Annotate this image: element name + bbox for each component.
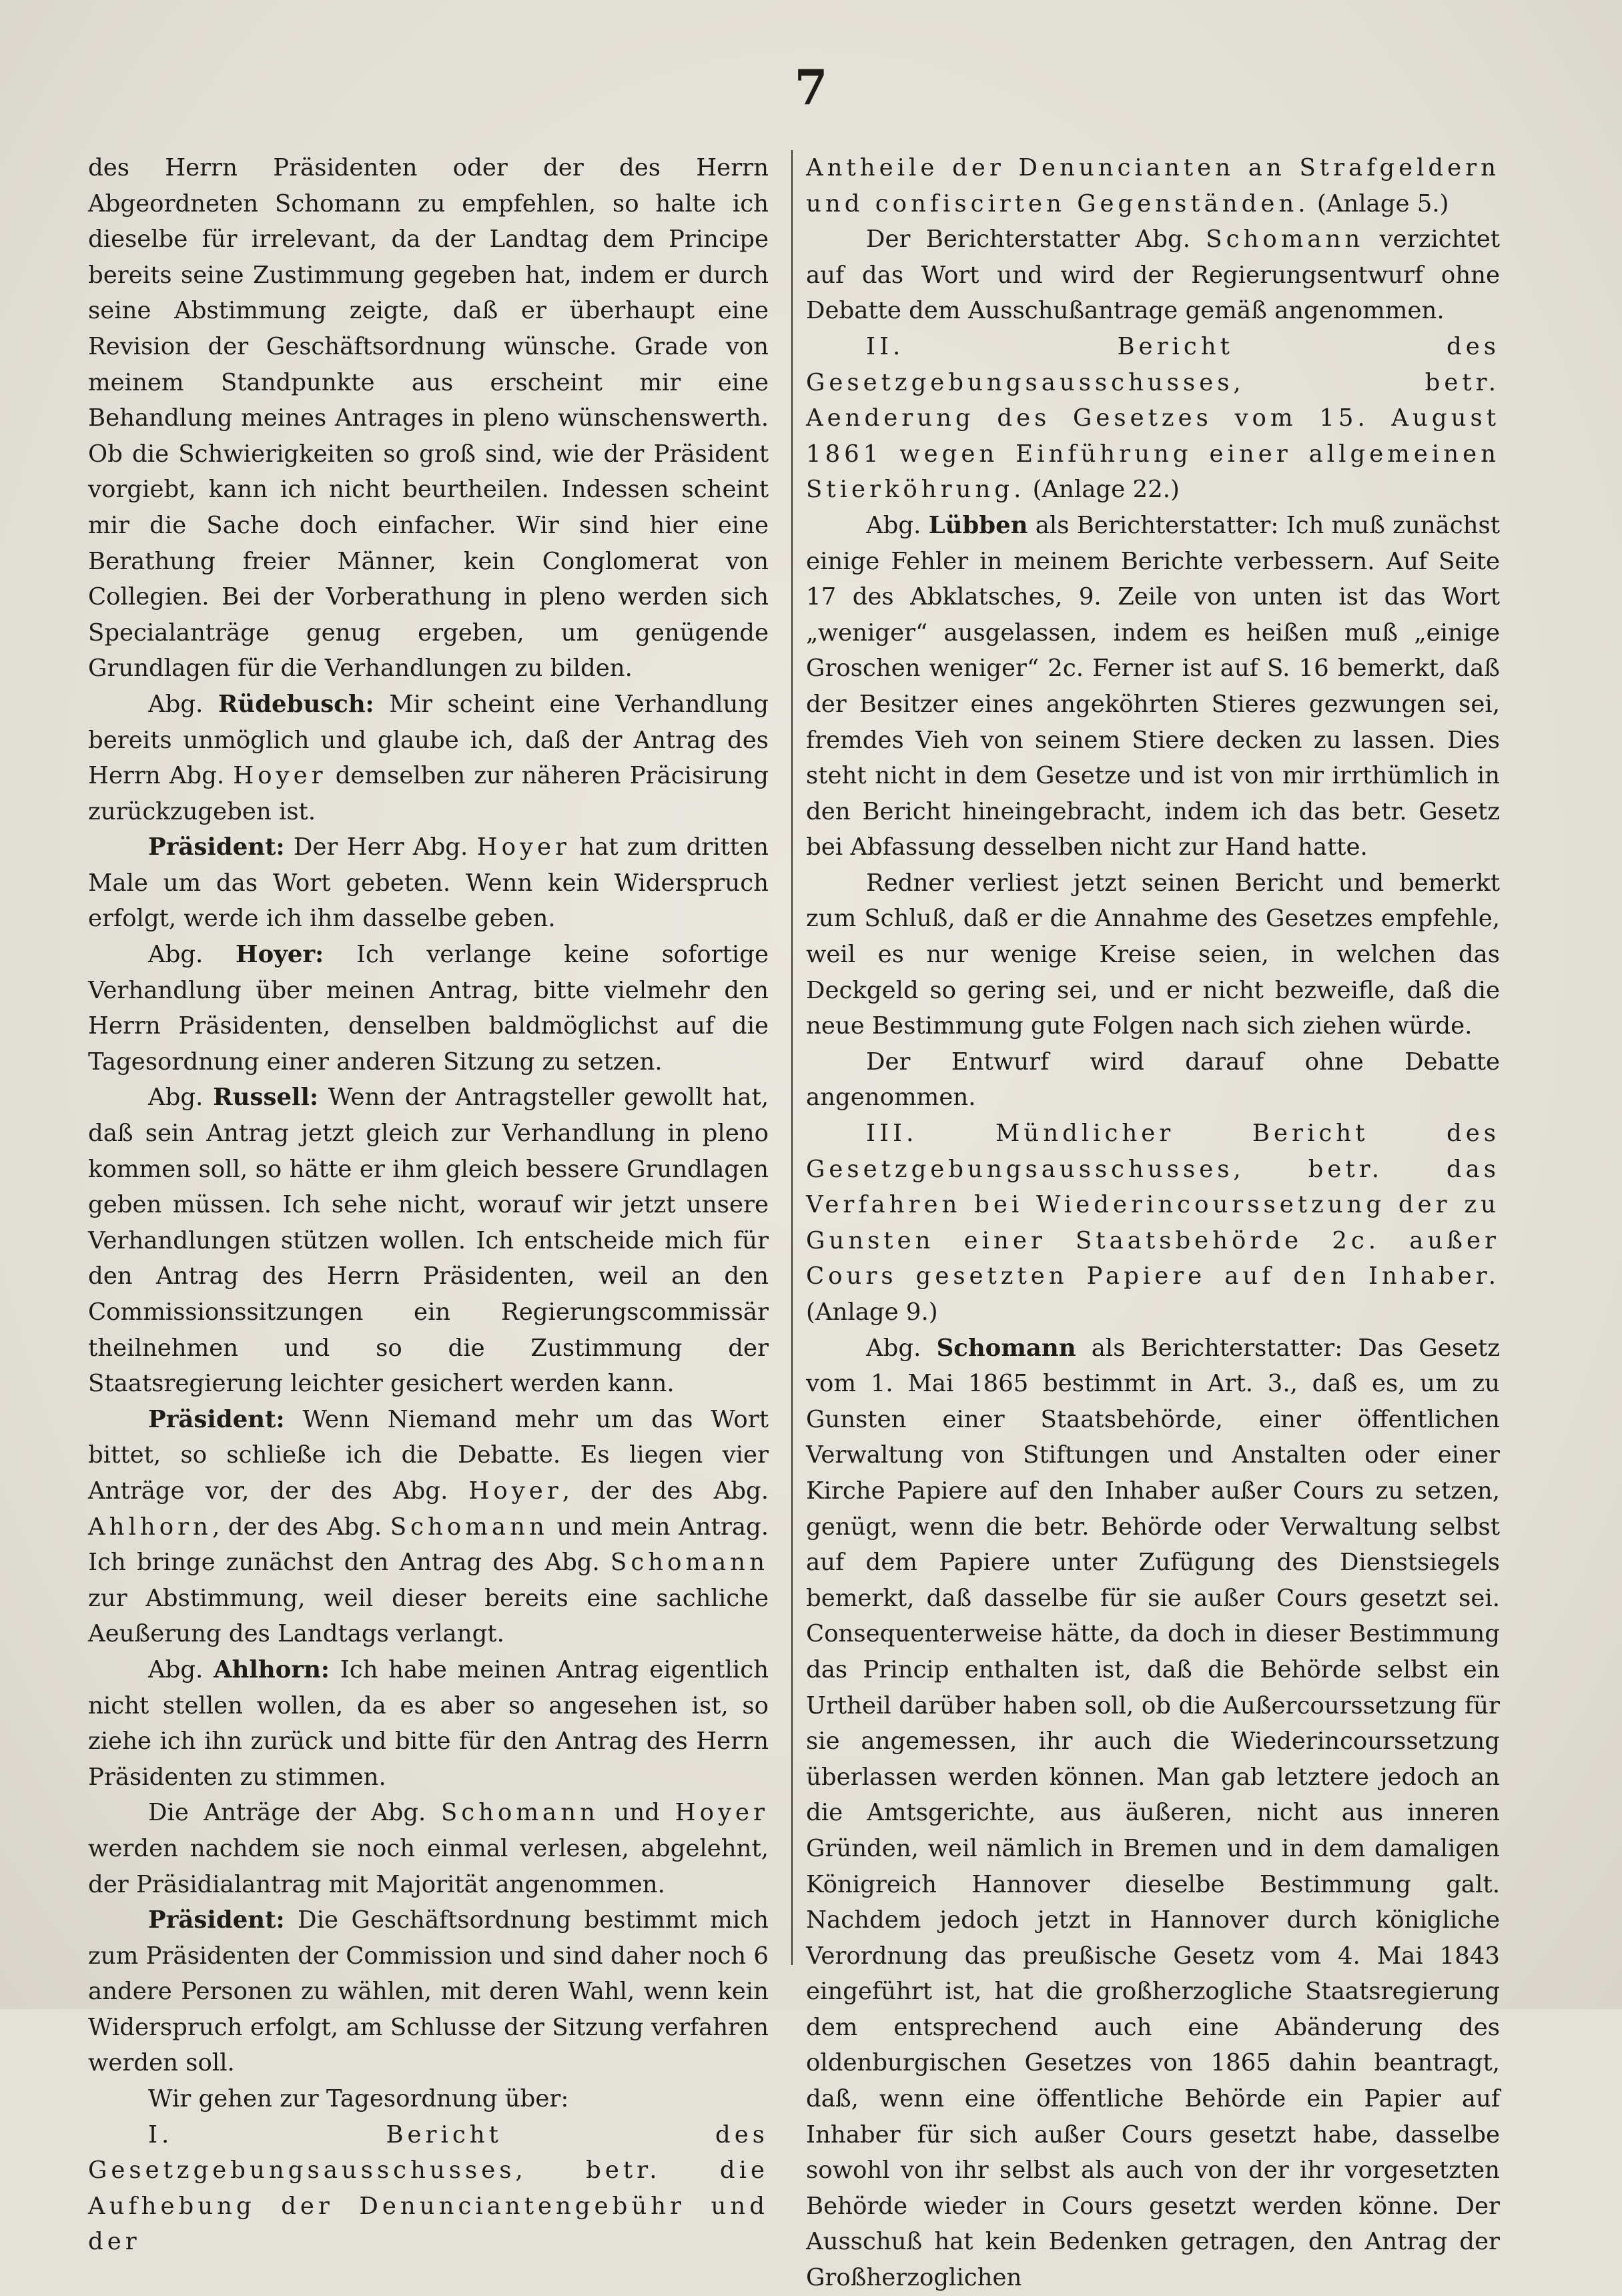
speaker-name: Präsident: — [148, 1906, 285, 1934]
text-run: Die Geschäftsordnung bestimmt mich zum Präsidenten der Commission und sind daher noch 6 andere Personen zu wählen, mit deren Wahl, wenn kein Widerspruch erfolgt, am Schlusse der Sitzung verfahren werden soll. — [88, 1906, 769, 2077]
paragraph — [88, 1902, 769, 2081]
paragraph — [806, 865, 1500, 1044]
text-run: Redner verliest jetzt seinen Bericht und bemerkt zum Schluß, daß er die Annahme des Gesetzes empfehle, weil es nur wenige Kreise seien, in welchen das Deckgeld so gering sei, und er nicht bezweifle, daß die neue Bestimmung gute Folgen nach sich ziehen würde. — [806, 869, 1500, 1040]
text-run: Ich verlange keine sofortige Verhandlung über meinen Antrag, bitte vielmehr den Herrn Präsidenten, denselben baldmöglichst auf die Tagesordnung einer anderen Sitzung zu setzen. — [88, 941, 769, 1076]
spaced-text: I. Bericht des Gesetzgebungsausschusses, betr. die Aufhebung der Denunciantengebühr und der — [88, 2121, 769, 2256]
text-run: Der Berichterstatter Abg. — [866, 226, 1206, 254]
paragraph — [806, 1330, 1500, 2296]
speaker-name: Hoyer: — [236, 941, 324, 969]
speaker-name: Präsident: — [148, 833, 285, 861]
paragraph — [88, 2117, 769, 2260]
text-run: Wir gehen zur Tagesordnung über: — [148, 2085, 569, 2113]
speaker-name: Präsident: — [148, 1405, 285, 1433]
speaker-name: Russell: — [213, 1084, 319, 1112]
paragraph — [88, 1795, 769, 1902]
paragraph — [806, 1044, 1500, 1116]
text-run: werden nachdem sie noch einmal verlesen, abgelehnt, der Präsidialantrag mit Majorität angenommen. — [88, 1834, 769, 1898]
spaced-text: Schomann — [1206, 226, 1364, 254]
paragraph — [88, 829, 769, 937]
paragraph — [806, 329, 1500, 508]
text-run: Abg. — [148, 690, 218, 718]
text-run: Abg. — [148, 941, 236, 969]
left-column — [88, 150, 769, 2260]
text-run: zur Abstimmung, weil dieser bereits eine sachliche Aeußerung des Landtags verlangt. — [88, 1584, 769, 1648]
text-run: hat zum dritten Male um das Wort gebeten. Wenn kein Widerspruch erfolgt, werde ich ihm dasselbe geben. — [88, 833, 769, 933]
spaced-text: Schomann — [390, 1513, 548, 1541]
speaker-name: Rüdebusch: — [218, 690, 374, 718]
text-run: Abg. — [866, 511, 929, 539]
paragraph — [88, 687, 769, 829]
text-run: (Anlage 9.) — [806, 1298, 938, 1326]
spaced-text: Hoyer — [233, 762, 327, 790]
text-run: und mein Antrag. Ich bringe zunächst den Antrag des Abg. — [88, 1513, 769, 1577]
speaker-name: Schomann — [936, 1334, 1076, 1362]
spaced-text: Antheile der Denuncianten an Strafgeldern und confiscirten Gegenständen. — [806, 154, 1500, 218]
spaced-text: Hoyer — [476, 833, 571, 861]
paragraph — [806, 508, 1500, 865]
spaced-text: II. Bericht des Gesetzgebungsausschusses, betr. Aenderung des Gesetzes vom 15. August 1861 wegen Einführung einer allgemeinen Stierköhrung. — [806, 332, 1500, 504]
spaced-text: Schomann — [440, 1799, 599, 1827]
spaced-text: Hoyer — [675, 1799, 769, 1827]
paragraph — [88, 2081, 769, 2117]
paragraph — [88, 1402, 769, 1652]
paragraph — [88, 1080, 769, 1401]
paragraph — [806, 1116, 1500, 1330]
text-run: verzichtet auf das Wort und wird der Regierungsentwurf ohne Debatte dem Ausschußantrage gemäß angenommen. — [806, 226, 1500, 325]
text-run: Wenn Niemand mehr um das Wort bittet, so schließe ich die Debatte. Es liegen vier Anträge vor, der des Abg. — [88, 1405, 769, 1505]
paragraph — [806, 222, 1500, 329]
text-run: Abg. — [148, 1655, 214, 1683]
text-run: Mir scheint eine Verhandlung bereits unmöglich und glaube ich, daß der Antrag des Herrn Abg. — [88, 690, 769, 790]
text-run: demselben zur näheren Präcisirung zurückzugeben ist. — [88, 762, 769, 825]
right-column — [806, 150, 1500, 2296]
text-run: Abg. — [148, 1084, 214, 1112]
column-divider — [791, 150, 793, 1965]
speaker-name: Ahlhorn: — [214, 1655, 330, 1683]
spaced-text: Ahlhorn — [88, 1513, 212, 1541]
text-run: (Anlage 22.) — [1025, 476, 1180, 504]
text-run: , der des Abg. — [212, 1513, 390, 1541]
text-run: als Berichterstatter: Das Gesetz vom 1. Mai 1865 bestimmt in Art. 3., daß es, um zu Gunsten einer Staatsbehörde, einer öffentlichen Verwaltung von Stiftungen und Anstalten oder einer Kirche Papiere auf den Inhaber außer Cours zu setzen, genügt, wenn die betr. Behörde oder Verwaltung selbst auf dem Papiere unter Zufügung des Dienstsiegels bemerkt, daß dasselbe für sie außer Cours gesetzt sei. Consequenterweise hätte, da doch in dieser Bestimmung das Princip enthalten ist, daß die Behörde selbst ein Urtheil darüber haben soll, ob die Außercourssetzung für sie angemessen, ihr auch die Wiederincourssetzung überlassen werden können. Man gab letztere jedoch an die Amtsgerichte, aus äußeren, nicht aus inneren Gründen, weil nämlich in Bremen und in dem damaligen Königreich Hannover dieselbe Bestimmung galt. Nachdem jedoch jetzt in Hannover durch königliche Verordnung das preußische Gesetz vom 4. Mai 1843 eingeführt ist, hat die großherzogliche Staatsregierung dem entsprechend auch eine Abänderung des oldenburgischen Gesetzes von 1865 dahin beantragt, daß, wenn eine öffentliche Behörde ein Papier auf Inhaber für sich außer Cours gesetzt habe, dasselbe sowohl von ihr selbst als auch von der ihr vorgesetzten Behörde wieder in Cours gesetzt werden könne. Der Ausschuß hat kein Bedenken getragen, den Antrag der Großherzoglichen — [806, 1334, 1500, 2292]
paragraph — [88, 937, 769, 1080]
text-run: Wenn der Antragsteller gewollt hat, daß sein Antrag jetzt gleich zur Verhandlung in pleno kommen soll, so hätte er ihm gleich bessere Grundlagen geben müssen. Ich sehe nicht, worauf wir jetzt unsere Verhandlungen stützen wollen. Ich entscheide mich für den Antrag des Herrn Präsidenten, weil an den Commissionssitzungen ein Regierungscommissär theilnehmen und so die Zustimmung der Staatsregierung leichter gesichert werden kann. — [88, 1084, 769, 1398]
text-run: des Herrn Präsidenten oder der des Herrn Abgeordneten Schomann zu empfehlen, so halte ich dieselbe für irrelevant, da der Landtag dem Principe bereits seine Zustimmung gegeben hat, indem er durch seine Abstimmung zeigte, daß er überhaupt eine Revision der Geschäftsordnung wünsche. Grade von meinem Standpunkte aus erscheint mir eine Behandlung meines Antrages in pleno wünschenswerth. Ob die Schwierigkeiten so groß sind, wie der Präsident vorgiebt, kann ich nicht beurtheilen. Indessen scheint mir die Sache doch einfacher. Wir sind hier eine Berathung freier Männer, kein Conglomerat von Collegien. Bei der Vorberathung in pleno werden sich Specialanträge genug ergeben, um genügende Grundlagen für die Verhandlungen zu bilden. — [88, 154, 769, 683]
paragraph — [88, 1652, 769, 1795]
text-run: Die Anträge der Abg. — [148, 1799, 441, 1827]
spaced-text: III. Mündlicher Bericht des Gesetzgebungsausschusses, betr. das Verfahren bei Wiederincourssetzung der zu Gunsten einer Staatsbehörde 2c. außer Cours gesetzten Papiere auf den Inhaber. — [806, 1120, 1500, 1290]
text-run: Ich habe meinen Antrag eigentlich nicht stellen wollen, da es aber so angesehen ist, so ziehe ich ihn zurück und bitte für den Antrag des Herrn Präsidenten zu stimmen. — [88, 1655, 769, 1791]
spaced-text: Schomann — [611, 1549, 769, 1577]
text-run: und — [598, 1799, 675, 1827]
text-run: als Berichterstatter: Ich muß zunächst einige Fehler in meinem Berichte verbessern. Auf Seite 17 des Abklatsches, 9. Zeile von unten ist das Wort „weniger“ ausgelassen, indem es heißen muß „einige Groschen weniger“ 2c. Ferner ist auf S. 16 bemerkt, daß der Besitzer eines angeköhrten Stieres gezwungen sei, fremdes Vieh von seinem Stiere decken zu lassen. Dies steht nicht in dem Gesetze und ist von mir irrthümlich in den Bericht hineingebracht, indem ich das betr. Gesetz bei Abfassung desselben nicht zur Hand hatte. — [806, 511, 1500, 861]
text-run: Der Herr Abg. — [284, 833, 477, 861]
text-run: , der des Abg. — [562, 1477, 769, 1505]
text-run: (Anlage 5.) — [1309, 189, 1449, 218]
text-run: Der Entwurf wird darauf ohne Debatte angenommen. — [806, 1048, 1500, 1112]
paragraph — [806, 150, 1500, 222]
paragraph — [88, 150, 769, 687]
page-number: 7 — [794, 59, 828, 115]
speaker-name: Lübben — [928, 511, 1028, 539]
text-run: Abg. — [866, 1334, 937, 1362]
spaced-text: Hoyer — [468, 1477, 562, 1505]
